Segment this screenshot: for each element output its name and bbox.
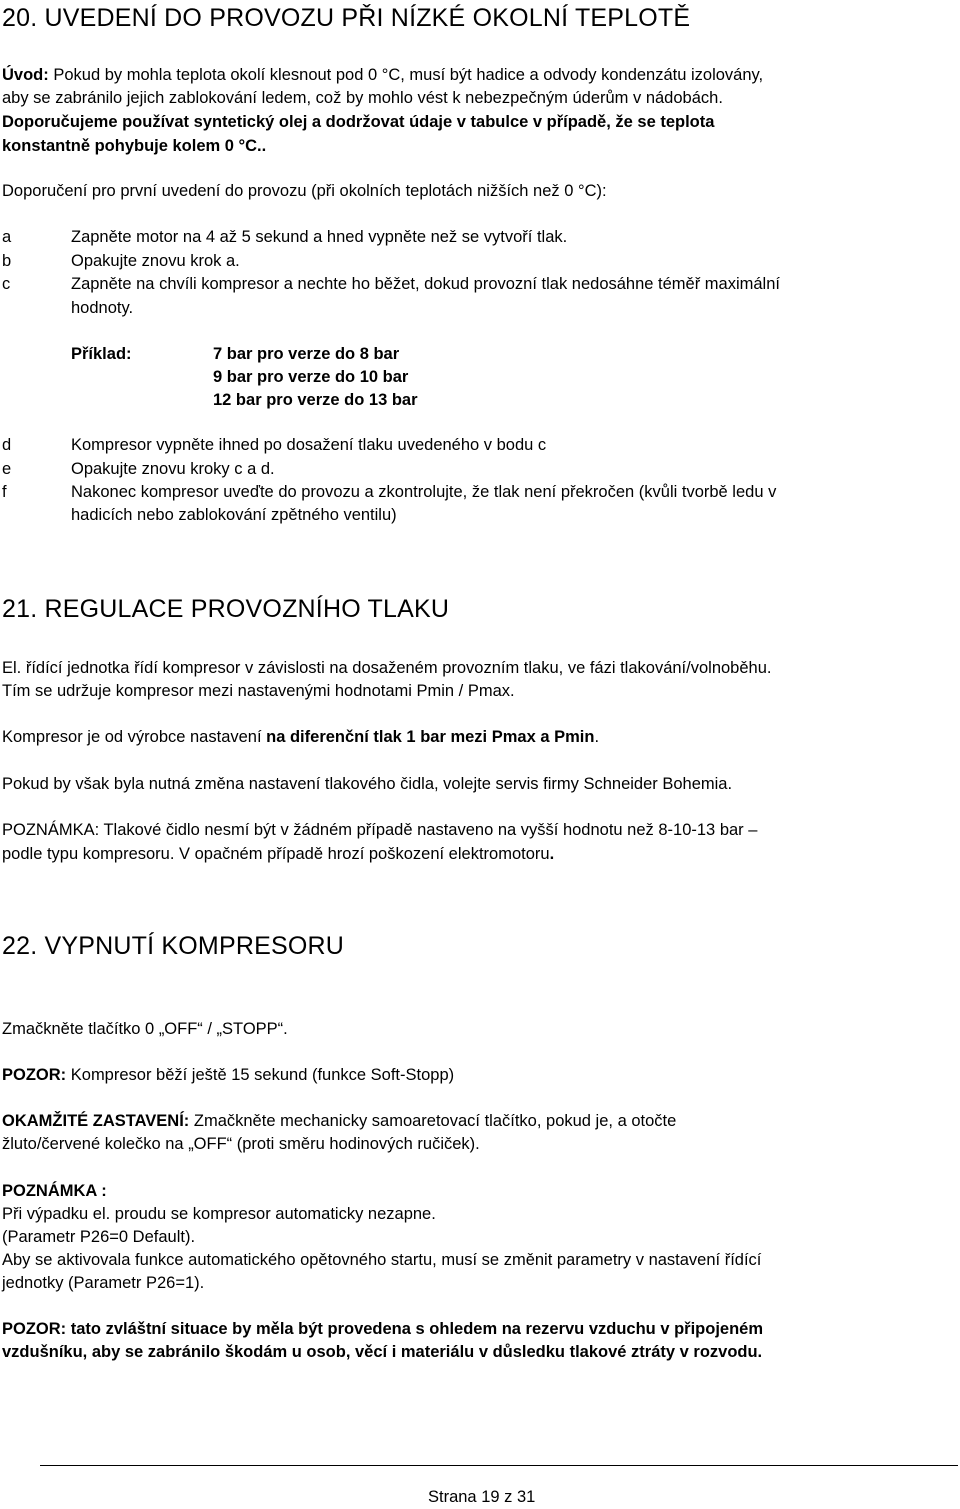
factory-setting-end: . [594,728,600,746]
softstop-note [2,1064,454,1087]
step-label: f [2,483,7,501]
pressure-note-end: . [549,845,555,863]
note-label: POZNÁMKA : [2,1182,107,1200]
step-f-continuation: hadicích nebo zablokování zpětného ventilu) [71,506,397,524]
section-20-title: 20. UVEDENÍ DO PROVOZU PŘI NÍZKÉ OKOLNÍ TEPLOTĚ [2,4,691,32]
regulation-line-2: Tím se udržuje kompresor mezi nastavenými hodnotami Pmin / Pmax. [2,682,515,700]
step-label: c [2,275,11,293]
step-text: Zapněte motor na 4 až 5 sekund a hned vypněte než se vytvoří tlak. [71,228,568,246]
step-label: e [2,460,12,478]
intro-label: Úvod: [2,66,49,84]
synthetic-oil-line-2 [2,135,266,158]
note-line-1: Při výpadku el. proudu se kompresor automaticky nezapne. [2,1205,436,1223]
step-text: Opakujte znovu krok a. [71,252,240,270]
factory-setting-text: Kompresor je od výrobce nastavení [2,728,267,746]
regulation-line-1: El. řídící jednotka řídí kompresor v závislosti na dosaženém provozním tlaku, ve fázi tlakování/volnoběhu. [2,659,772,677]
synthetic-oil-text-2: konstantně pohybuje kolem 0 °C. [2,137,262,155]
softstop-label: POZOR: [2,1066,67,1084]
step-text: Opakujte znovu kroky c a d. [71,460,275,478]
note-line-3: Aby se aktivovala funkce automatického opětovného startu, musí se změnit parametry v nastavení řídící [2,1251,762,1269]
intro-line-1 [2,64,763,87]
emergency-stop-label: OKAMŽITÉ ZASTAVENÍ: [2,1112,190,1130]
stop-instruction: Zmačkněte tlačítko 0 „OFF“ / „STOPP“. [2,1020,288,1038]
step-label: a [2,228,12,246]
service-note: Pokud by však byla nutná změna nastavení tlakového čidla, volejte servis firmy Schneider Bohemia. [2,775,733,793]
emergency-stop-line-1 [2,1110,676,1133]
example-line-3: 12 bar pro verze do 13 bar [213,391,418,409]
section-22-title: 22. VYPNUTÍ KOMPRESORU [2,932,344,960]
softstop-text: Kompresor běží ještě 15 sekund (funkce Soft-Stopp) [66,1066,455,1084]
synthetic-oil-tail: . [261,137,267,155]
emergency-stop-text: Zmačkněte mechanicky samoaretovací tlačítko, pokud je, a otočte [189,1112,677,1130]
note-line-4: jednotky (Parametr P26=1). [2,1274,205,1292]
factory-setting-bold: na diferenční tlak 1 bar mezi Pmax a Pmin [266,728,595,746]
synthetic-oil-line-1: Doporučujeme používat syntetický olej a dodržovat údaje v tabulce v případě, že se teplota [2,113,715,131]
step-text: Kompresor vypněte ihned po dosažení tlaku uvedeného v bodu c [71,436,547,454]
section-21-title: 21. REGULACE PROVOZNÍHO TLAKU [2,595,450,623]
note-line-2: (Parametr P26=0 Default). [2,1228,196,1246]
pressure-note-line-1: POZNÁMKA: Tlakové čidlo nesmí být v žádném případě nastaveno na vyšší hodnotu než 8-10-13 bar – [2,821,758,839]
intro-text-1: Pokud by mohla teplota okolí klesnout pod 0 °C, musí být hadice a odvody kondenzátu izolovány, [48,66,764,84]
example-line-1: 7 bar pro verze do 8 bar [213,345,400,363]
step-text: Zapněte na chvíli kompresor a nechte ho běžet, dokud provozní tlak nedosáhne téměř maximální [71,275,780,293]
warning-line-2: vzdušníku, aby se zabránilo škodám u osob, věcí i materiálu v důsledku tlakové ztráty v rozvodu. [2,1343,763,1361]
emergency-stop-line-2: žluto/červené kolečko na „OFF“ (proti směru hodinových ručiček). [2,1135,480,1153]
example-line-2: 9 bar pro verze do 10 bar [213,368,409,386]
example-label: Příklad: [71,345,132,363]
step-label: d [2,436,12,454]
step-c-continuation: hodnoty. [71,299,134,317]
factory-setting [2,726,599,749]
pressure-note-text-2: podle typu kompresoru. V opačném případě hrozí poškození elektromotoru [2,845,550,863]
page-number: Strana 19 z 31 [428,1488,536,1506]
step-text: Nakonec kompresor uveďte do provozu a zkontrolujte, že tlak není překročen (kvůli tvorbě ledu v [71,483,777,501]
intro-line-2: aby se zabránilo jejich zablokování ledem, což by mohlo vést k nebezpečným úderům v nádobách. [2,89,723,107]
pressure-note-line-2 [2,843,554,866]
step-label: b [2,252,12,270]
footer-rule [40,1465,958,1466]
warning-line-1: POZOR: tato zvláštní situace by měla být provedena s ohledem na rezervu vzduchu v připojeném [2,1320,764,1338]
recommendation-heading: Doporučení pro první uvedení do provozu (při okolních teplotách nižších než 0 °C): [2,182,607,200]
